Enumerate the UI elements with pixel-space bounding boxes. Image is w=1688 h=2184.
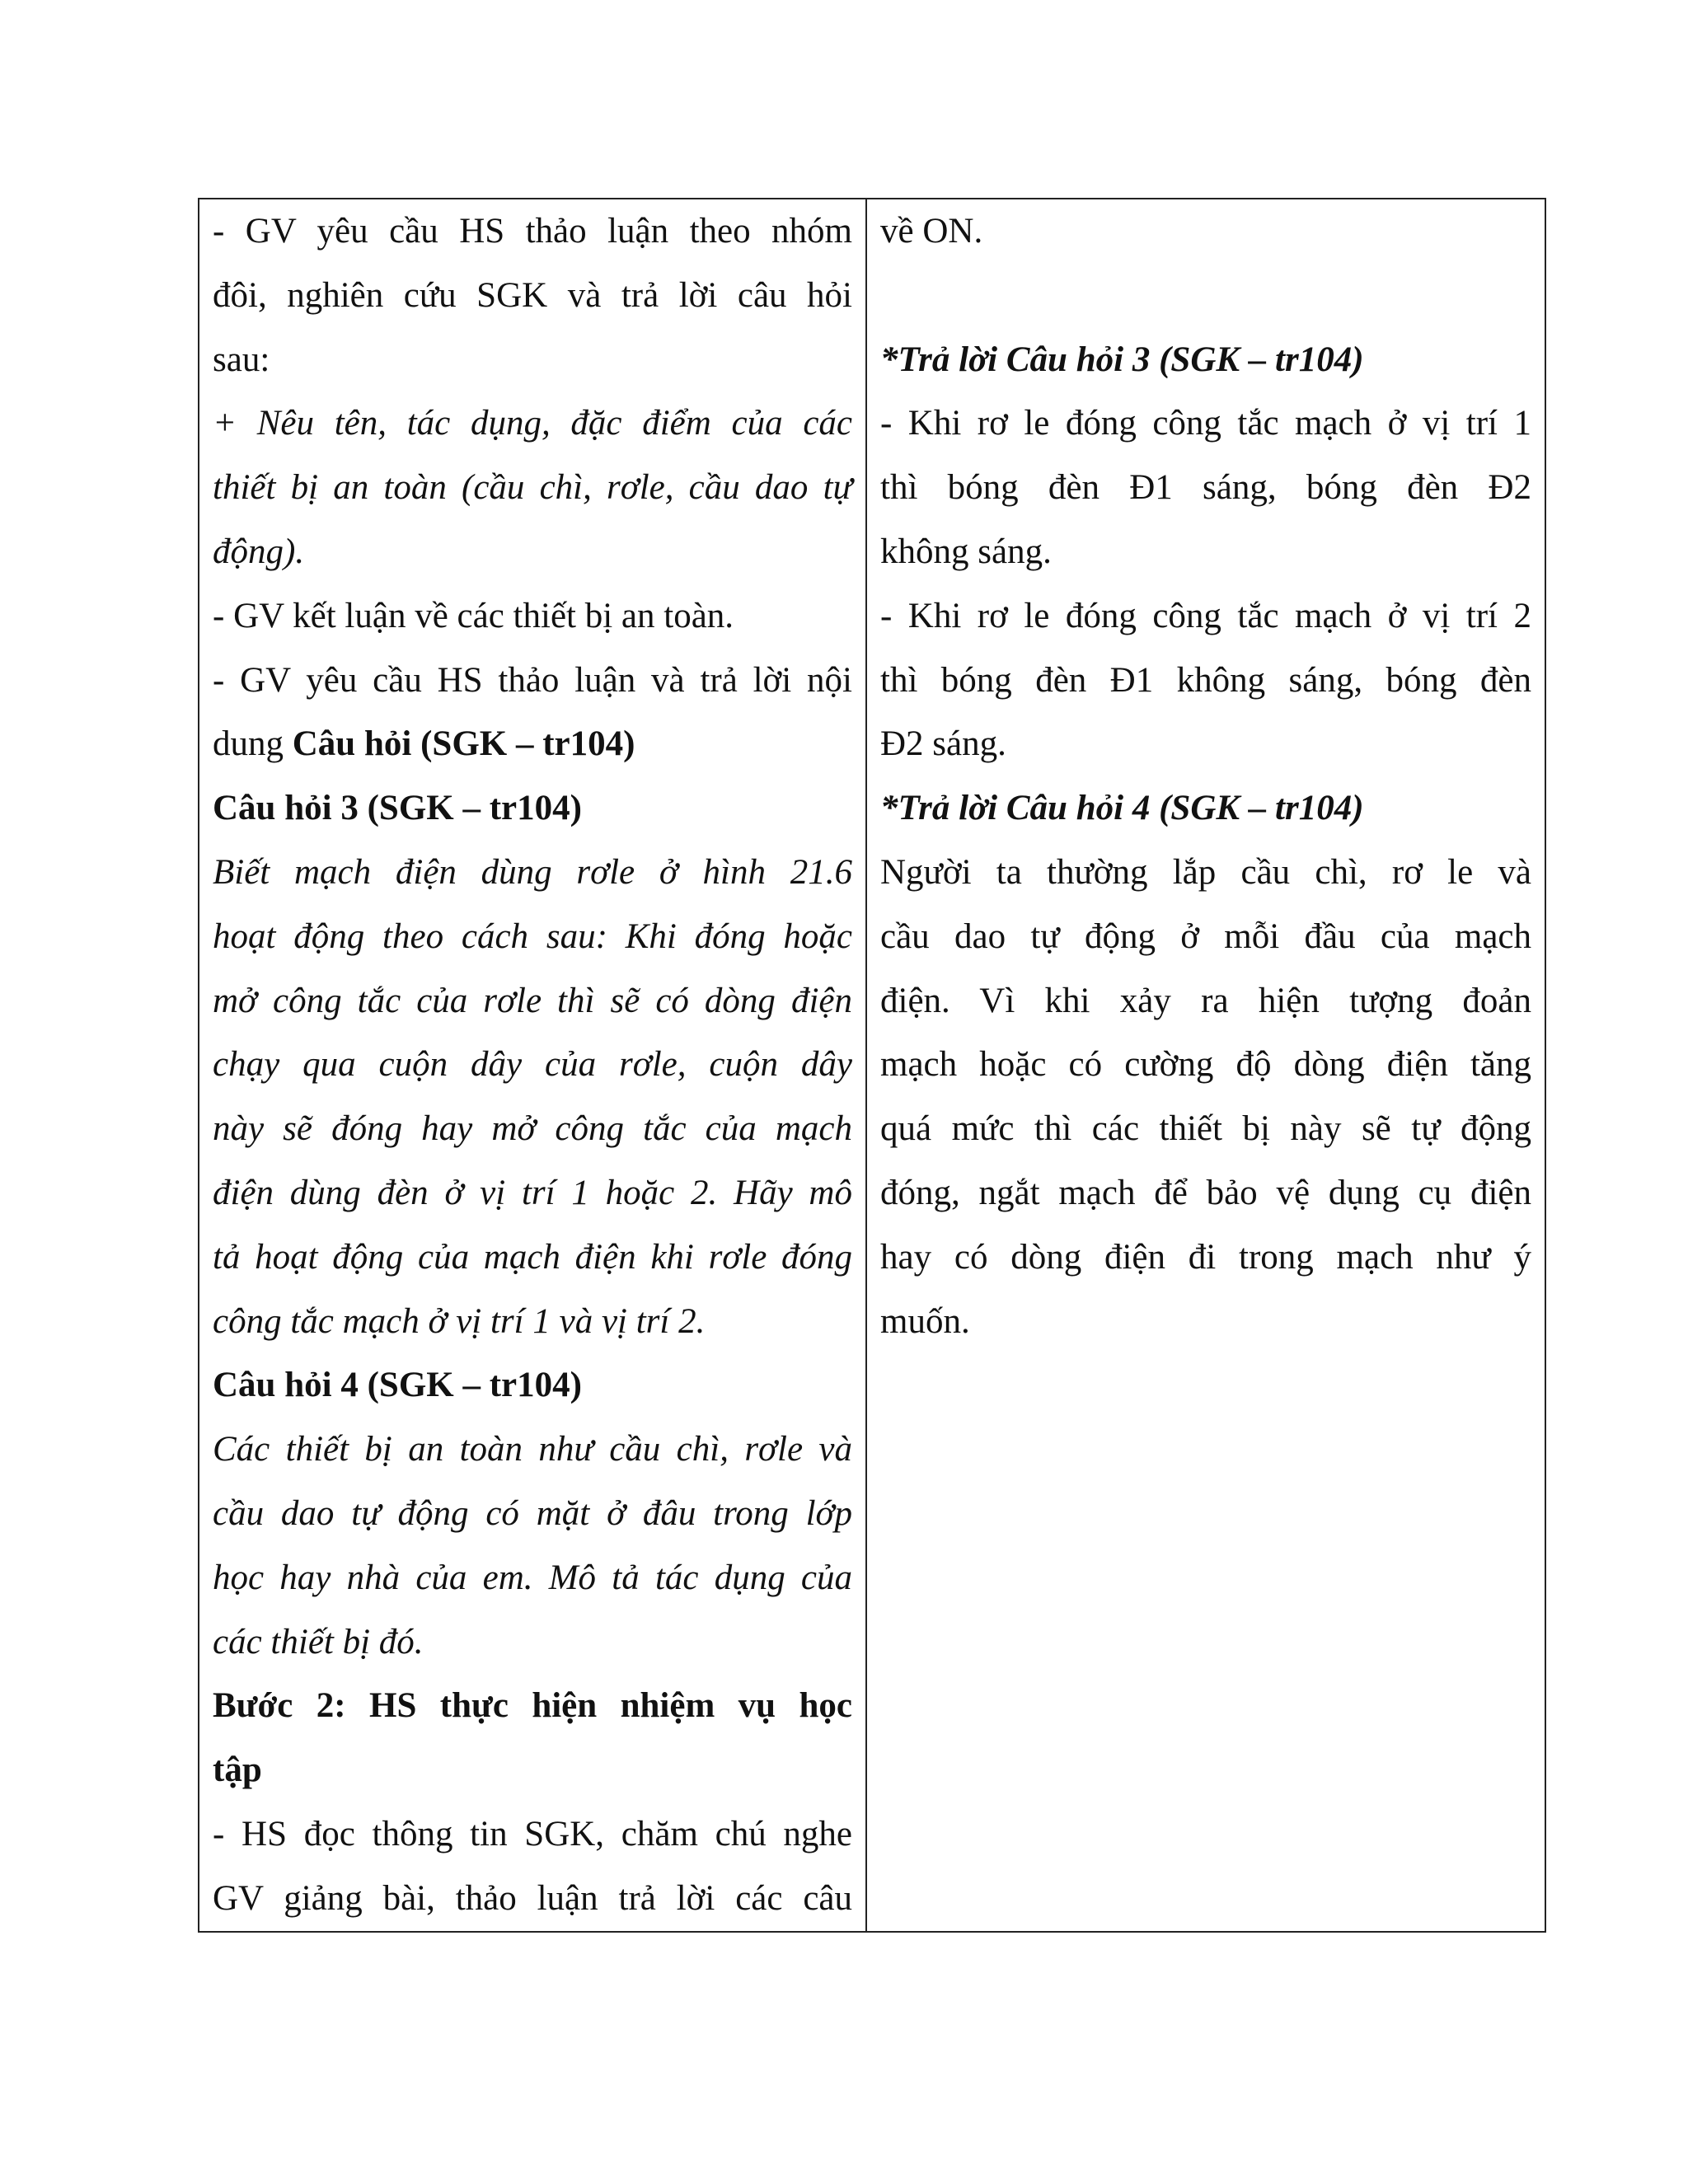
text-line: này sẽ đóng hay mở công tắc của mạch bbox=[213, 1109, 852, 1149]
text-line: - Khi rơ le đóng công tắc mạch ở vị trí 2 bbox=[880, 596, 1531, 635]
text-line: tập bbox=[213, 1750, 262, 1790]
text-line: + Nêu tên, tác dụng, đặc điểm của các bbox=[213, 404, 852, 443]
text-line: chạy qua cuộn dây của rơle, cuộn dây bbox=[213, 1045, 852, 1085]
text-line bbox=[213, 712, 852, 776]
text-line: Bước 2: HS thực hiện nhiệm vụ học bbox=[213, 1686, 852, 1726]
text-line: học hay nhà của em. Mô tả tác dụng của bbox=[213, 1558, 852, 1597]
text-segment: Câu hỏi (SGK – tr104) bbox=[292, 724, 635, 764]
text-line: Câu hỏi 3 (SGK – tr104) bbox=[213, 789, 582, 828]
text-line: Biết mạch điện dùng rơle ở hình 21.6 bbox=[213, 852, 852, 892]
text-line: - HS đọc thông tin SGK, chăm chú nghe bbox=[213, 1814, 852, 1854]
text-line: đóng, ngắt mạch để bảo vệ dụng cụ điện bbox=[880, 1173, 1531, 1212]
text-line: - GV yêu cầu HS thảo luận và trả lời nội bbox=[213, 660, 852, 700]
left-column-text bbox=[213, 199, 852, 1931]
text-line: mở công tắc của rơle thì sẽ có dòng điện bbox=[213, 981, 852, 1020]
text-line: công tắc mạch ở vị trí 1 và vị trí 2. bbox=[213, 1301, 706, 1341]
text-line: Người ta thường lắp cầu chì, rơ le và bbox=[880, 852, 1531, 892]
text-line: *Trả lời Câu hỏi 4 (SGK – tr104) bbox=[880, 789, 1364, 828]
text-line: Câu hỏi 4 (SGK – tr104) bbox=[213, 1366, 582, 1405]
text-line: sau: bbox=[213, 340, 270, 379]
text-line: thì bóng đèn Đ1 không sáng, bóng đèn bbox=[880, 660, 1531, 700]
teacher-activity-cell bbox=[199, 199, 866, 1932]
text-line: muốn. bbox=[880, 1301, 970, 1341]
text-line: đôi, nghiên cứu SGK và trả lời câu hỏi bbox=[213, 275, 852, 315]
text-line: thiết bị an toàn (cầu chì, rơle, cầu dao tự bbox=[213, 468, 852, 508]
text-segment: dung bbox=[213, 724, 293, 764]
text-line: Các thiết bị an toàn như cầu chì, rơle và bbox=[213, 1430, 852, 1469]
text-line: về ON. bbox=[880, 212, 983, 251]
right-column-text bbox=[880, 199, 1531, 1353]
table-row bbox=[199, 199, 1545, 1932]
text-line: mạch hoặc có cường độ dòng điện tăng bbox=[880, 1045, 1531, 1085]
text-line: tả hoạt động của mạch điện khi rơle đóng bbox=[213, 1237, 852, 1277]
text-line: không sáng. bbox=[880, 532, 1052, 571]
text-line: các thiết bị đó. bbox=[213, 1622, 424, 1661]
text-line: hay có dòng điện đi trong mạch như ý bbox=[880, 1237, 1531, 1277]
text-line: điện. Vì khi xảy ra hiện tượng đoản bbox=[880, 981, 1531, 1020]
text-line: điện dùng đèn ở vị trí 1 hoặc 2. Hãy mô bbox=[213, 1173, 852, 1212]
text-line: thì bóng đèn Đ1 sáng, bóng đèn Đ2 bbox=[880, 468, 1531, 508]
text-line: - GV yêu cầu HS thảo luận theo nhóm bbox=[213, 212, 852, 251]
lesson-table bbox=[198, 198, 1546, 1933]
text-line bbox=[880, 264, 1531, 328]
text-line: GV giảng bài, thảo luận trả lời các câu bbox=[213, 1878, 852, 1918]
text-line: cầu dao tự động có mặt ở đâu trong lớp bbox=[213, 1493, 852, 1533]
text-line: - GV kết luận về các thiết bị an toàn. bbox=[213, 596, 734, 635]
text-line: hoạt động theo cách sau: Khi đóng hoặc bbox=[213, 916, 852, 956]
student-answer-cell bbox=[866, 199, 1545, 1932]
text-line: *Trả lời Câu hỏi 3 (SGK – tr104) bbox=[880, 340, 1364, 379]
text-line: cầu dao tự động ở mỗi đầu của mạch bbox=[880, 916, 1531, 956]
text-line: - Khi rơ le đóng công tắc mạch ở vị trí 1 bbox=[880, 404, 1531, 443]
text-line: động). bbox=[213, 532, 305, 571]
text-line: Đ2 sáng. bbox=[880, 724, 1006, 764]
text-line: quá mức thì các thiết bị này sẽ tự động bbox=[880, 1109, 1531, 1149]
